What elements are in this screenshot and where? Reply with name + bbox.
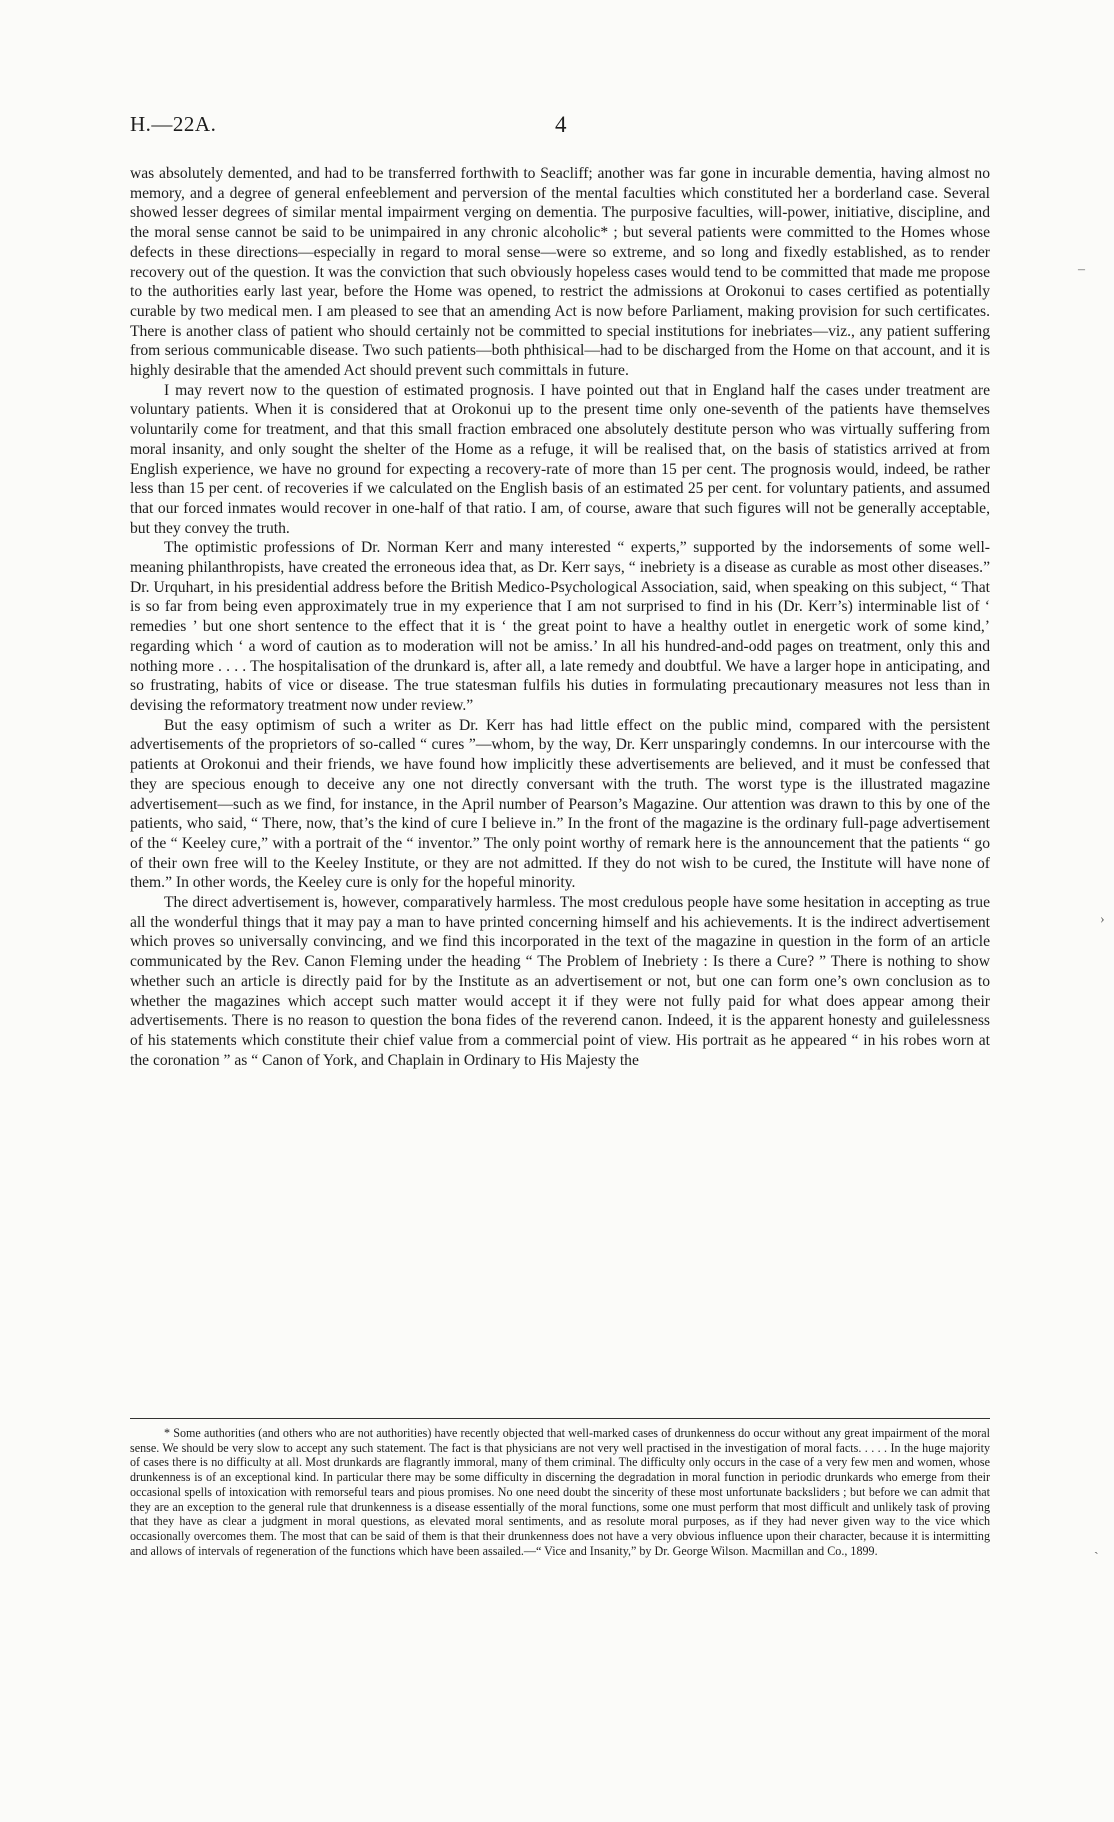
paragraph: The direct advertisement is, however, comparatively harmless. The most credulous people have some hesitation in accepting as true all the wonderful things that it may pay a man to have printed concerning himself and his achievements. It is the indirect advertisement which proves so universally convincing, and we find this incorporated in the text of the magazine in question in the form of an article communicated by the Rev. Canon Fleming under the heading “ The Problem of Inebriety : Is there a Cure? ” There is nothing to show whether such an article is directly paid for by the Institute as an advertisement or not, but one can form one’s own conclusion as to whether the magazines which accept such matter would accept it if they were not fully paid for what does appear among their advertisements. There is no reason to question the bona fides of the reverend canon. Indeed, it is the apparent honesty and guilelessness of his statements which constitute their chief value from a commercial point of view. His portrait as he appeared “ in his robes worn at the coronation ” as “ Canon of York, and Chaplain in Ordinary to His Majesty the [130, 894, 990, 1069]
document-reference: H.—22A. [130, 112, 217, 136]
footnote-divider [130, 1418, 990, 1419]
page-header [130, 112, 990, 142]
page-number: 4 [555, 112, 567, 137]
body-text [130, 164, 990, 1070]
margin-mark-icon: › [1100, 912, 1105, 927]
paragraph: was absolutely demented, and had to be transferred forthwith to Seacliff; another was far gone in incurable dementia, having almost no memory, and a degree of general enfeeblement and perversion of the mental faculties which constituted her a borderland case. Several showed lesser degrees of similar mental impairment verging on dementia. The purposive faculties, will-power, initiative, discipline, and the moral sense cannot be said to be unimpaired in any chronic alcoholic* ; but several patients were committed to the Homes whose defects in these directions—especially in regard to moral sense—were so extreme, and so long and fixedly established, as to render recovery out of the question. It was the conviction that such obviously hopeless cases would tend to be committed that made me propose to the authorities early last year, before the Home was opened, to restrict the admissions at Orokonui to cases certified as potentially curable by two medical men. I am pleased to see that an amending Act is now before Parliament, making provision for such certificates. There is another class of patient who should certainly not be committed to special institutions for inebriates—viz., any patient suffering from serious communicable disease. Two such patients—both phthisical—had to be discharged from the Home on that account, and it is highly desirable that the amended Act should prevent such committals in future. [130, 165, 990, 380]
paragraph: But the easy optimism of such a writer as Dr. Kerr has had little effect on the public mind, compared with the persistent advertisements of the proprietors of so-called “ cures ”—whom, by the way, Dr. Kerr unsparingly condemns. In our intercourse with the patients at Orokonui and their friends, we have found how implicitly these advertisements are believed, and it must be confessed that they are specious enough to deceive any one not directly conversant with the truth. The worst type is the illustrated magazine advertisement—such as we find, for instance, in the April number of Pearson’s Magazine. Our attention was drawn to this by one of the patients, who said, “ There, now, that’s the kind of cure I believe in.” In the front of the magazine is the ordinary full-page advertisement of the “ Keeley cure,” with a portrait of the “ inventor.” The only point worthy of remark here is the announcement that the patients “ go of their own free will to the Keeley Institute, or they are not admitted. If they do not wish to be cured, the Institute will have none of them.” In other words, the Keeley cure is only for the hopeful minority. [130, 716, 990, 892]
margin-mark-icon: – [1078, 262, 1085, 277]
paragraph: The optimistic professions of Dr. Norman Kerr and many interested “ experts,” supported by the indorsements of some well-meaning philanthropists, have created the erroneous idea that, as Dr. Kerr says, “ inebriety is a disease as curable as most other diseases.” Dr. Urquhart, in his presidential address before the British Medico-Psychological Association, said, when speaking on this subject, “ That is so far from being even approximately true in my experience that I am not surprised to find in his (Dr. Kerr’s) interminable list of ‘ remedies ’ but one short sentence to the effect that it is ‘ the great point to have a healthy outlet in energetic work of some kind,’ regarding which ‘ a word of caution as to moderation will not be amiss.’ In all his hundred-and-odd pages on treatment, only this and nothing more . . . . The hospitalisation of the drunkard is, after all, a late remedy and doubtful. We have a larger hope in anticipating, and so frustrating, habits of vice or disease. The true statesman fulfils his duties in formulating precautionary measures not less than in devising the reformatory treatment now under review.” [130, 539, 990, 714]
footnote: * Some authorities (and others who are not authorities) have recently objected that well-marked cases of drunkenness do occur without any great impairment of the moral sense. We should be very slow to accept any such statement. The fact is that physicians are not very well practised in the investigation of moral facts. . . . . In the huge majority of cases there is no difficulty at all. Most drunkards are flagrantly immoral, many of them criminal. The difficulty only occurs in the case of a very few men and women, whose drunkenness is of an exceptional kind. In particular there may be some difficulty in discerning the degradation in moral function in periodic drunkards who emerge from their occasional spells of intoxication with remorseful tears and pious promises. No one need doubt the sincerity of these most unfortunate backsliders ; but before we can admit that they are an exception to the general rule that drunkenness is a disease essentially of the moral functions, some one must perform that most difficult and unlikely task of proving that they have as clear a judgment in moral questions, as elevated moral sentiments, and as resolute moral purposes, as if they had never given way to the vice which occasionally overcomes them. The most that can be said of them is that their drunkenness does not have a very obvious influence upon their character, because it is intermitting and allows of intervals of regeneration of the functions which have been assailed.—“ Vice and Insanity,” by Dr. George Wilson. Macmillan and Co., 1899. [130, 1426, 990, 1558]
paragraph: I may revert now to the question of estimated prognosis. I have pointed out that in England half the cases under treatment are voluntary patients. When it is considered that at Orokonui up to the present time only one-seventh of the patients have themselves voluntarily come for treatment, and that this small fraction embraced one absolutely destitute person who was virtually suffering from moral insanity, and only sought the shelter of the Home as a refuge, it will be realised that, on the basis of statistics arrived at from English experience, we have no ground for expecting a recovery-rate of more than 15 per cent. The prognosis would, indeed, be rather less than 15 per cent. of recoveries if we calculated on the English basis of an estimated 25 per cent. for voluntary patients, and assumed that our forced inmates would recover in one-half of that ratio. I am, of course, aware that such figures will not be generally acceptable, but they convey the truth. [130, 381, 990, 537]
margin-mark-icon: ˎ [1094, 1540, 1099, 1555]
